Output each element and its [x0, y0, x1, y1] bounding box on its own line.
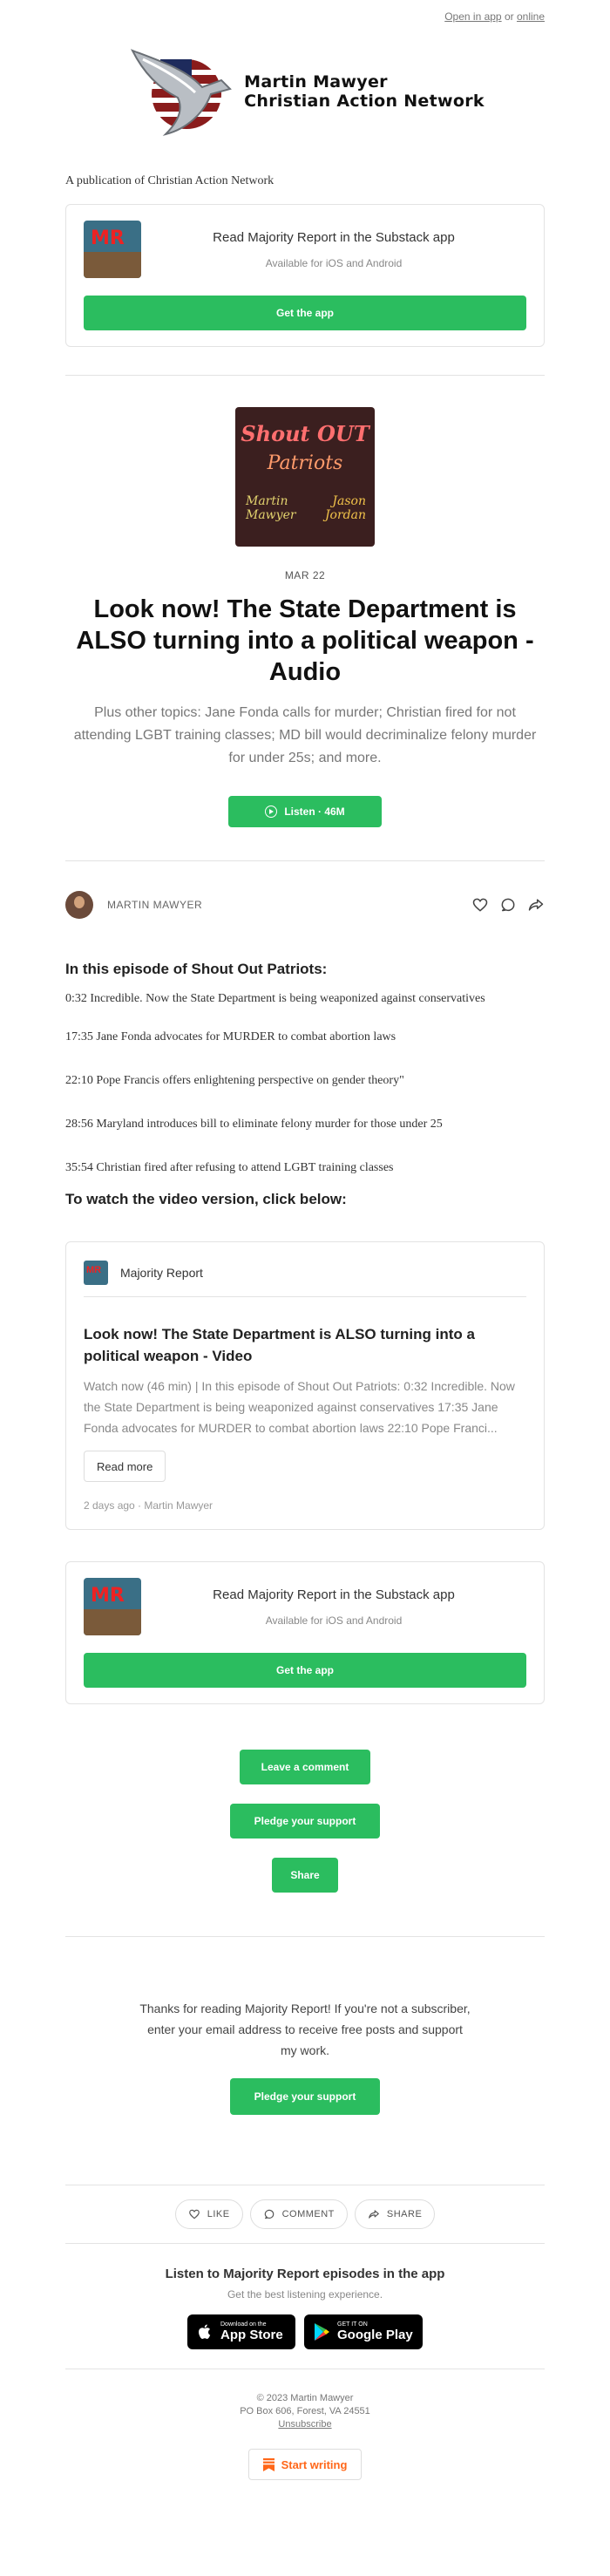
play-icon [265, 805, 277, 818]
thumb-text: MR [91, 1585, 125, 1607]
app-promo-card [65, 1561, 545, 1704]
google-play-badge[interactable] [304, 2314, 423, 2349]
app-promo-subtitle: Available for iOS and Android [265, 1614, 403, 1627]
comment-label: COMMENT [281, 2209, 335, 2219]
action-bar [65, 2199, 545, 2229]
logo-text [244, 72, 485, 111]
google-play-big-text: Google Play [337, 2328, 413, 2342]
pledge-support-button[interactable]: Pledge your support [230, 1804, 380, 1839]
heart-icon[interactable] [471, 896, 489, 914]
footer-address: PO Box 606, Forest, VA 24551 [240, 2406, 370, 2416]
email-container [65, 0, 545, 2480]
apple-icon [196, 2322, 214, 2342]
cover-host-1-first: Martin [246, 494, 288, 508]
app-promo-title: Read Majority Report in the Substack app [213, 229, 455, 245]
embed-title[interactable]: Look now! The State Department is ALSO turning into a political weapon - Video [84, 1326, 475, 1364]
thumb-text: MR [91, 228, 125, 249]
cover-host-1-last: Mawyer [246, 508, 296, 522]
publication-logo[interactable] [65, 26, 545, 157]
share-icon[interactable] [527, 896, 545, 914]
google-play-icon [313, 2322, 330, 2342]
pledge-support-button[interactable]: Pledge your support [230, 2078, 380, 2115]
thanks-text: Thanks for reading Majority Report! If you're not a subscriber, enter your email address to receive free posts and support my work. [139, 2002, 471, 2057]
google-play-small-text: GET IT ON [337, 2321, 368, 2328]
divider [84, 1296, 526, 1297]
listen-label: Listen · 46M [284, 805, 345, 818]
listen-app-title: Listen to Majority Report episodes in the app [165, 2267, 445, 2281]
get-the-app-button[interactable]: Get the app [84, 1653, 526, 1688]
read-more-button[interactable]: Read more [84, 1451, 166, 1482]
listen-app-subtitle: Get the best listening experience. [227, 2288, 383, 2301]
start-writing-button[interactable] [248, 2449, 363, 2480]
open-in-app-link[interactable]: Open in app [444, 10, 502, 23]
author-row [65, 886, 545, 924]
share-label: SHARE [386, 2209, 423, 2219]
post-title[interactable]: Look now! The State Department is ALSO turning into a political weapon - Audio [76, 595, 534, 686]
avatar[interactable] [65, 891, 93, 919]
heart-icon [188, 2208, 200, 2220]
embedded-post-card[interactable] [65, 1241, 545, 1530]
app-promo-subtitle: Available for iOS and Android [265, 256, 403, 269]
leave-comment-button[interactable]: Leave a comment [240, 1750, 370, 1784]
eagle-logo-icon [125, 44, 239, 139]
episode-item: 28:56 Maryland introduces bill to eliminate felony murder for those under 25 [65, 1118, 443, 1131]
cover-host-1 [246, 494, 296, 522]
publication-thumbnail [84, 1261, 108, 1285]
embed-description: Watch now (46 min) | In this episode of Shout Out Patriots: 0:32 Incredible. Now the State Department is being weaponized against conservatives 17:35 Jane Fonda advocates for MURDER to combat abortion laws 22:10 Pope Franci... [84, 1379, 515, 1435]
episode-heading: In this episode of Shout Out Patriots: [65, 961, 328, 977]
app-store-small-text: Download on the [220, 2321, 267, 2328]
or-text: or [504, 10, 514, 23]
post-date: MAR 22 [284, 569, 326, 581]
app-promo-card [65, 204, 545, 347]
logo-line-2: Christian Action Network [244, 92, 485, 111]
divider [65, 2243, 545, 2244]
cover-host-2-first: Jason [332, 494, 366, 508]
video-heading: To watch the video version, click below: [65, 1191, 347, 1207]
episode-item: 35:54 Christian fired after refusing to attend LGBT training classes [65, 1161, 394, 1174]
comment-icon[interactable] [499, 896, 517, 914]
app-store-big-text: App Store [220, 2328, 283, 2342]
episode-item: 22:10 Pope Francis offers enlightening perspective on gender theory" [65, 1074, 404, 1087]
cover-host-2-last: Jordan [324, 508, 366, 522]
logo-line-1: Martin Mawyer [244, 72, 388, 92]
publication-of-text: A publication of Christian Action Network [65, 174, 274, 187]
app-thumbnail [84, 221, 141, 278]
footer [65, 2392, 545, 2431]
footer-copyright: © 2023 Martin Mawyer [256, 2393, 354, 2403]
cover-host-2 [325, 494, 366, 522]
divider [65, 1936, 545, 1937]
divider [65, 375, 545, 376]
mini-thumb-text: MR [86, 1265, 102, 1275]
episode-item: 17:35 Jane Fonda advocates for MURDER to combat abortion laws [65, 1030, 396, 1043]
comment-button[interactable] [250, 2199, 348, 2229]
substack-logo-icon [263, 2458, 274, 2471]
app-store-badge[interactable] [187, 2314, 295, 2349]
like-button[interactable] [175, 2199, 243, 2229]
like-label: LIKE [207, 2209, 230, 2219]
cover-line-1: Shout OUT [241, 421, 369, 446]
episode-item: 0:32 Incredible. Now the State Department is being weaponized against conservatives [65, 992, 485, 1005]
store-badges [65, 2314, 545, 2349]
share-button[interactable]: Share [272, 1858, 338, 1893]
start-writing-label: Start writing [281, 2457, 348, 2471]
cover-line-2: Patriots [267, 452, 343, 474]
divider [65, 860, 545, 861]
listen-button[interactable] [228, 796, 382, 827]
share-pill-button[interactable] [355, 2199, 435, 2229]
app-promo-title: Read Majority Report in the Substack app [213, 1587, 455, 1602]
author-name[interactable]: MARTIN MAWYER [107, 899, 203, 911]
post-subtitle: Plus other topics: Jane Fonda calls for murder; Christian fired for not attending LGBT training classes; MD bill would decriminalize felony murder for under 25s; and more. [73, 705, 537, 765]
top-links [65, 0, 545, 26]
podcast-cover-art[interactable] [235, 407, 375, 547]
embed-publication-name: Majority Report [120, 1266, 203, 1280]
comment-icon [263, 2208, 275, 2220]
share-icon [368, 2208, 380, 2220]
app-thumbnail [84, 1578, 141, 1635]
unsubscribe-link[interactable]: Unsubscribe [278, 2419, 332, 2430]
online-link[interactable]: online [516, 10, 545, 23]
get-the-app-button[interactable]: Get the app [84, 296, 526, 330]
embed-meta: 2 days ago · Martin Mawyer [84, 1499, 214, 1512]
